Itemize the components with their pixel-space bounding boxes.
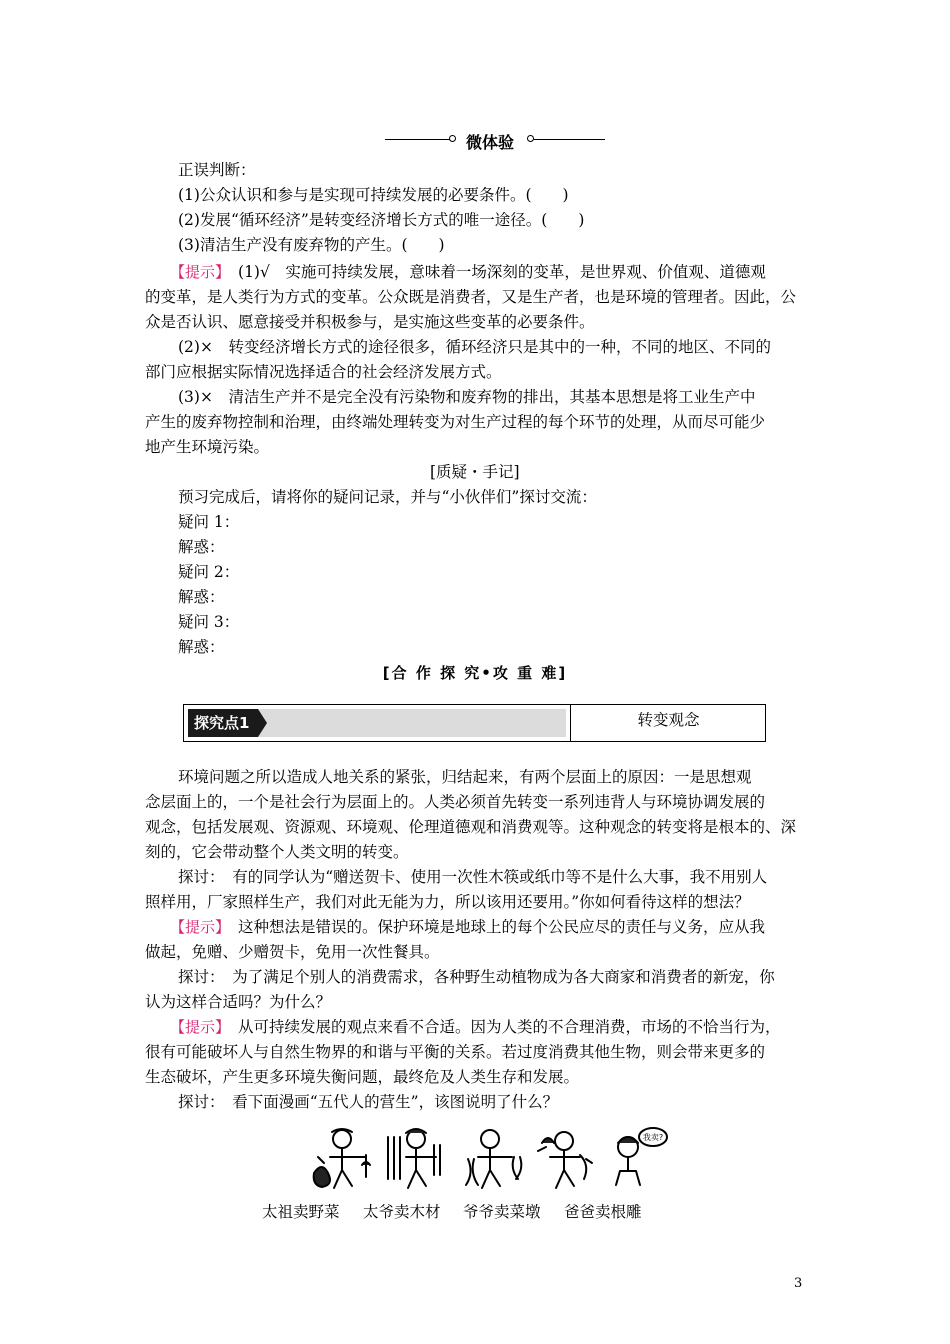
note-answer-1: 解惑： <box>178 538 225 556</box>
explore-point-box <box>183 704 766 742</box>
explore-label: 探究点1 <box>188 709 258 737</box>
hint-label: 【提示】 <box>170 918 223 936</box>
question-2-line-2: 认为这样合适吗？为什么？ <box>145 993 332 1011</box>
section-2-title: [合 作 探 究•攻 重 难] <box>382 664 568 682</box>
hint-label: 【提示】 <box>170 263 223 281</box>
para-1-line-4: 刻的，它会带动整个人类文明的转变。 <box>145 843 409 861</box>
caption-3: 爷爷卖菜墩 <box>463 1203 541 1221</box>
page-number: 3 <box>794 1276 803 1291</box>
note-answer-2: 解惑： <box>178 588 225 606</box>
heading-rule-right <box>534 139 605 140</box>
answer-2-line-3: 生态破坏，产生更多环境失衡问题，最终危及人类生存和发展。 <box>145 1068 580 1086</box>
note-question-1: 疑问 1： <box>178 513 240 531</box>
quiz-item-1: (1)公众认识和参与是实现可持续发展的必要条件。( ) <box>178 186 569 204</box>
section-heading <box>385 130 605 150</box>
explore-arrow-icon <box>258 709 267 737</box>
explore-topic: 转变观念 <box>637 711 700 729</box>
hint-1 <box>170 262 766 282</box>
note-question-3: 疑问 3： <box>178 613 240 631</box>
answer-2 <box>170 1017 781 1037</box>
para-1-line-3: 观念，包括发展观、资源观、环境观、伦理道德观和消费观等。这种观念的转变将是根本的、深 <box>145 818 797 836</box>
figure-father <box>538 1132 592 1188</box>
hint-1-line-3: 众是否认识、愿意接受并积极参与，是实施这些变革的必要条件。 <box>145 313 595 331</box>
figure-grandfather-1 <box>388 1129 440 1188</box>
question-3: 探讨： 看下面漫画“五代人的营生”，该图说明了什么？ <box>178 1093 559 1111</box>
notes-intro: 预习完成后，请将你的疑问记录，并与“小伙伴们”探讨交流： <box>178 488 597 506</box>
heading-rule-left <box>385 139 451 140</box>
hint-3-line-1: (3)× 清洁生产并不是完全没有污染物和废弃物的排出，其基本思想是将工业生产中 <box>178 388 756 406</box>
notes-title: [质疑・手记] <box>430 463 520 481</box>
figure-great-grandfather <box>314 1129 370 1188</box>
note-question-2: 疑问 2： <box>178 563 240 581</box>
question-1-line-2: 照样用，厂家照样生产，我们对此无能为力，所以该用还要用。”你如何看待这样的想法？ <box>145 893 750 911</box>
answer-2-line-2: 很有可能破坏人与自然生物界的和谐与平衡的关系。若过度消费其他生物，则会带来更多的 <box>145 1043 766 1061</box>
answer-1-text: 这种想法是错误的。保护环境是地球上的每个公民应尽的责任与义务，应从我 <box>222 918 766 936</box>
note-answer-3: 解惑： <box>178 638 225 656</box>
hint-1-text: (1)√ 实施可持续发展，意味着一场深刻的变革，是世界观、价值观、道德观 <box>222 263 766 281</box>
quiz-item-2: (2)发展“循环经济”是转变经济增长方式的唯一途径。( ) <box>178 211 585 229</box>
quiz-intro: 正误判断： <box>178 161 256 179</box>
caption-4: 爸爸卖根雕 <box>564 1203 642 1221</box>
hint-2-line-2: 部门应根据实际情况选择适合的社会经济发展方式。 <box>145 363 502 381</box>
para-1-line-1: 环境问题之所以造成人地关系的紧张，归结起来，有两个层面上的原因：一是思想观 <box>178 768 752 786</box>
question-2-line-1: 探讨： 为了满足个别人的消费需求，各种野生动植物成为各大商家和消费者的新宠，你 <box>178 968 775 986</box>
heading-title: 微体验 <box>465 133 514 152</box>
para-1-line-2: 念层面上的，一个是社会行为层面上的。人类必须首先转变一系列违背人与环境协调发展的 <box>145 793 766 811</box>
hint-label: 【提示】 <box>170 1018 223 1036</box>
caption-2: 太爷卖木材 <box>363 1203 441 1221</box>
quiz-item-3: (3)清洁生产没有废弃物的产生。( ) <box>178 236 445 254</box>
figure-grandfather-2 <box>466 1130 521 1188</box>
hint-2-line-1: (2)× 转变经济增长方式的途径很多，循环经济只是其中的一种，不同的地区、不同的 <box>178 338 771 356</box>
heading-dot-left <box>449 135 456 142</box>
answer-1 <box>170 917 765 937</box>
hint-3-line-2: 产生的废弃物控制和治理，由终端处理转变为对生产过程的每个环节的处理，从而尽可能少 <box>145 413 766 431</box>
answer-1-line-2: 做起，免赠、少赠贺卡，免用一次性餐具。 <box>145 943 440 961</box>
five-generations-cartoon <box>310 1125 670 1200</box>
caption-1: 太祖卖野菜 <box>262 1203 340 1221</box>
question-1-line-1: 探讨： 有的同学认为“赠送贺卡、使用一次性木筷或纸巾等不是什么大事，我不用别人 <box>178 868 768 886</box>
explore-label-cell <box>184 705 571 741</box>
answer-2-text: 从可持续发展的观点来看不合适。因为人类的不合理消费，市场的不恰当行为， <box>222 1018 781 1036</box>
speech-bubble-text: 我卖? <box>642 1133 664 1142</box>
hint-1-line-2: 的变革，是人类行为方式的变革。公众既是消费者，又是生产者，也是环境的管理者。因此，公 <box>145 288 797 306</box>
hint-3-line-3: 地产生环境污染。 <box>145 438 270 456</box>
heading-dot-right <box>527 135 534 142</box>
